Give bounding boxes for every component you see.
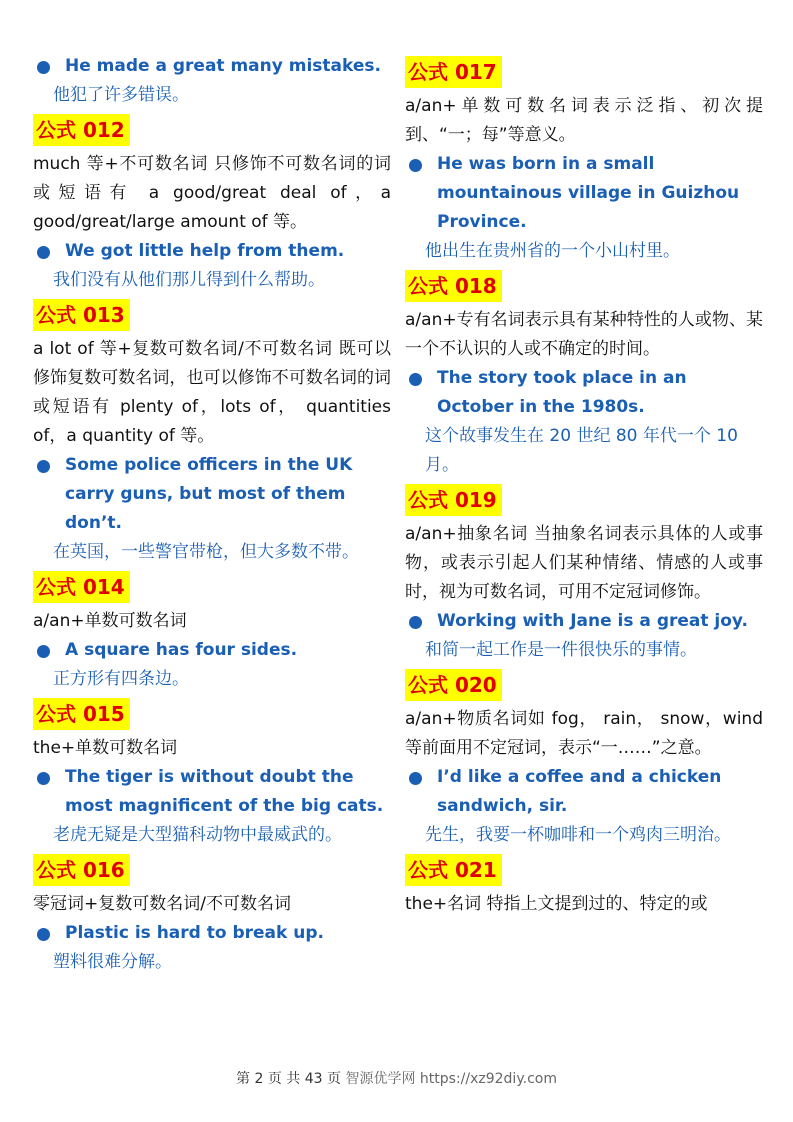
formula-heading-wrapper (405, 665, 763, 705)
example-translation: 他犯了许多错误。 (53, 85, 189, 105)
bullet-icon (409, 159, 422, 172)
formula-heading: 公式 015 (33, 698, 130, 730)
bullet-icon (409, 373, 422, 386)
formula-description: a lot of 等+复数可数名词/不可数名词 既可以修饰复数可数名词，也可以修饰不可数名词的词或短语有 plenty of，lots of， quantities of，a quantity of 等。 (33, 339, 391, 446)
bullet-icon (37, 645, 50, 658)
example-sentence (405, 364, 763, 422)
formula-heading-wrapper (33, 694, 391, 734)
formula-description: the+名词 特指上文提到过的、特定的或 (405, 894, 708, 914)
formula-heading-wrapper (405, 52, 763, 92)
formula-heading: 公式 021 (405, 854, 502, 886)
formula-heading: 公式 014 (33, 571, 130, 603)
bullet-icon (37, 61, 50, 74)
example-translation: 老虎无疑是大型猫科动物中最威武的。 (53, 825, 342, 845)
bullet-icon (37, 460, 50, 473)
example-translation: 他出生在贵州省的一个小山村里。 (425, 241, 680, 261)
bullet-icon (37, 928, 50, 941)
formula-description: a/an+单数可数名词 (33, 611, 187, 631)
formula-heading-wrapper (33, 567, 391, 607)
formula-description: the+单数可数名词 (33, 738, 178, 758)
formula-heading: 公式 020 (405, 669, 502, 701)
formula-heading: 公式 013 (33, 299, 130, 331)
example-text: We got little help from them. (65, 241, 345, 261)
formula-heading-wrapper (33, 110, 391, 150)
example-translation: 先生，我要一杯咖啡和一个鸡肉三明治。 (425, 825, 731, 845)
example-text: The story took place in an October in the 1980s. (437, 368, 687, 417)
formula-heading-wrapper (33, 850, 391, 890)
formula-heading-wrapper (405, 266, 763, 306)
page-footer (0, 1068, 793, 1088)
example-sentence (33, 763, 391, 821)
formula-heading: 公式 018 (405, 270, 502, 302)
formula-heading-wrapper (405, 850, 763, 890)
example-translation: 正方形有四条边。 (53, 669, 189, 689)
example-sentence (405, 607, 763, 636)
page-number: 第 2 页 共 43 页 (236, 1071, 342, 1087)
formula-heading: 公式 017 (405, 56, 502, 88)
formula-heading: 公式 016 (33, 854, 130, 886)
example-sentence (405, 150, 763, 237)
example-translation: 塑料很难分解。 (53, 952, 172, 972)
example-sentence (33, 919, 391, 948)
footer-watermark: 智源优学网 https://xz92diy.com (345, 1071, 557, 1087)
example-translation: 这个故事发生在 20 世纪 80 年代一个 10 月。 (425, 426, 738, 475)
bullet-icon (409, 616, 422, 629)
left-column (33, 52, 391, 977)
bullet-icon (409, 772, 422, 785)
example-translation: 和简一起工作是一件很快乐的事情。 (425, 640, 697, 660)
formula-description: 零冠词+复数可数名词/不可数名词 (33, 894, 291, 914)
formula-heading-wrapper (405, 480, 763, 520)
example-text: He was born in a small mountainous village in Guizhou Province. (437, 154, 740, 232)
bullet-icon (37, 772, 50, 785)
bullet-icon (37, 246, 50, 259)
example-text: I’d like a coffee and a chicken sandwich, sir. (437, 767, 722, 816)
formula-description: much 等+不可数名词 只修饰不可数名词的词或短语有 a good/great deal of，a good/great/large amount of 等。 (33, 154, 391, 232)
example-sentence (405, 763, 763, 821)
example-translation: 在英国，一些警官带枪，但大多数不带。 (53, 542, 359, 562)
formula-heading: 公式 019 (405, 484, 502, 516)
right-column (405, 52, 763, 919)
formula-heading: 公式 012 (33, 114, 130, 146)
example-text: He made a great many mistakes. (65, 56, 381, 76)
formula-description: a/an+物质名词如 fog， rain， snow，wind 等前面用不定冠词，表示“一……”之意。 (405, 709, 763, 758)
example-text: A square has four sides. (65, 640, 298, 660)
example-text: Some police officers in the UK carry guns, but most of them don’t. (65, 455, 353, 533)
example-sentence (33, 451, 391, 538)
example-text: The tiger is without doubt the most magnificent of the big cats. (65, 767, 384, 816)
example-translation: 我们没有从他们那儿得到什么帮助。 (53, 270, 325, 290)
formula-description: a/an+单数可数名词表示泛指、初次提到、“一；每”等意义。 (405, 96, 763, 145)
formula-heading-wrapper (33, 295, 391, 335)
example-text: Plastic is hard to break up. (65, 923, 324, 943)
example-sentence (33, 52, 391, 81)
example-text: Working with Jane is a great joy. (437, 611, 748, 631)
example-sentence (33, 636, 391, 665)
example-sentence (33, 237, 391, 266)
formula-description: a/an+专有名词表示具有某种特性的人或物、某一个不认识的人或不确定的时间。 (405, 310, 763, 359)
formula-description: a/an+抽象名词 当抽象名词表示具体的人或事物，或表示引起人们某种情绪、情感的人或事时，视为可数名词，可用不定冠词修饰。 (405, 524, 763, 602)
